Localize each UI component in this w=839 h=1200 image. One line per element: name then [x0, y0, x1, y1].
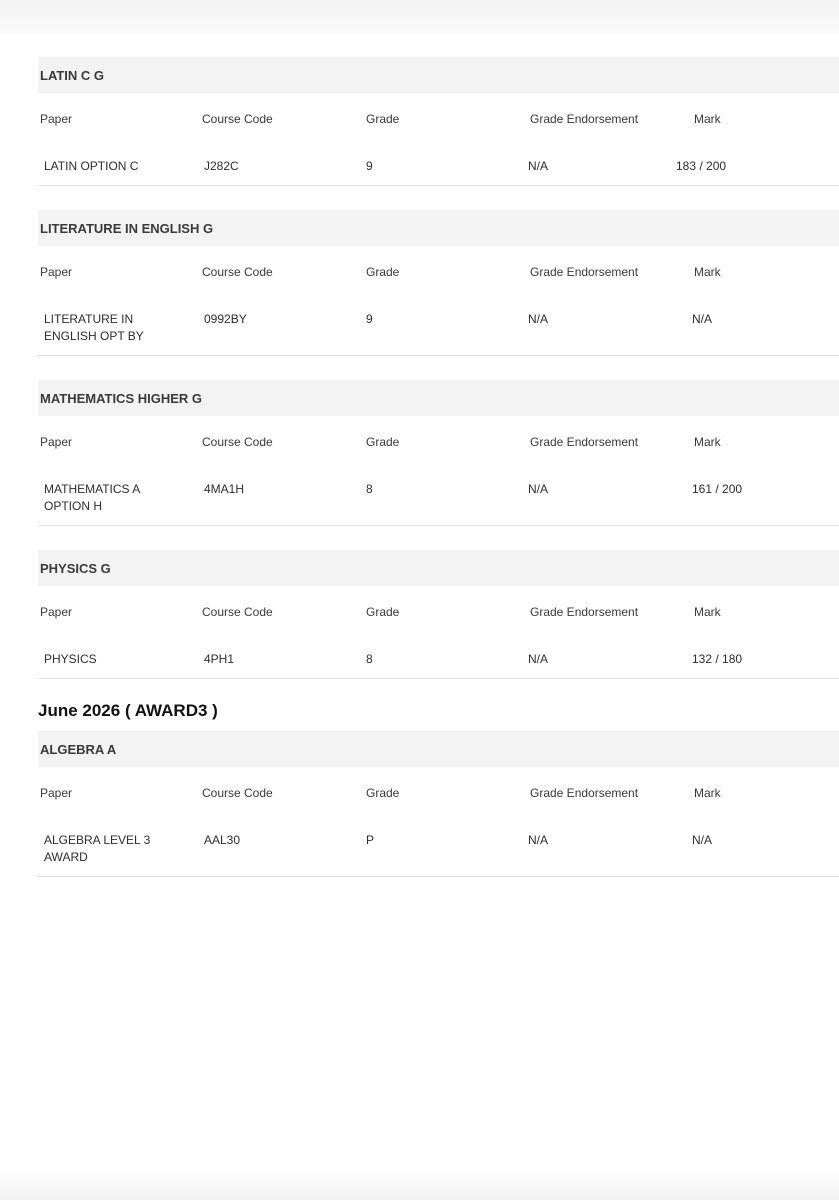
header-paper: Paper: [40, 435, 73, 449]
header-mark: Mark: [694, 265, 721, 279]
paper-cell: ALGEBRA LEVEL 3 AWARD: [44, 833, 151, 864]
mark-cell: 132 / 180: [692, 652, 743, 666]
course-code-cell: AAL30: [204, 833, 241, 847]
table-row: [38, 298, 839, 356]
paper-cell: LITERATURE IN ENGLISH OPT BY: [44, 312, 144, 343]
mark-cell: N/A: [692, 833, 713, 847]
header-grade: Grade: [366, 435, 400, 449]
column-header-row: [38, 767, 839, 819]
header-course-code: Course Code: [202, 112, 273, 126]
course-code-cell: 0992BY: [204, 312, 247, 326]
header-course-code: Course Code: [202, 435, 273, 449]
grade-cell: 9: [366, 159, 373, 173]
header-mark: Mark: [694, 605, 721, 619]
column-header-row: [38, 93, 839, 145]
header-paper: Paper: [40, 605, 73, 619]
header-grade: Grade: [366, 265, 400, 279]
header-course-code: Course Code: [202, 605, 273, 619]
header-mark: Mark: [694, 112, 721, 126]
header-grade: Grade: [366, 786, 400, 800]
header-paper: Paper: [40, 112, 73, 126]
subject-title: MATHEMATICS HIGHER G: [38, 380, 839, 416]
header-grade-endorsement: Grade Endorsement: [530, 265, 639, 279]
table-row: [38, 145, 839, 186]
mark-cell: N/A: [692, 312, 713, 326]
header-grade: Grade: [366, 605, 400, 619]
header-grade-endorsement: Grade Endorsement: [530, 112, 639, 126]
header-mark: Mark: [694, 786, 721, 800]
column-header-row: [38, 246, 839, 298]
header-course-code: Course Code: [202, 786, 273, 800]
bottom-shadow-band: [0, 1170, 839, 1200]
subject-title: LITERATURE IN ENGLISH G: [38, 210, 839, 246]
header-course-code: Course Code: [202, 265, 273, 279]
header-mark: Mark: [694, 435, 721, 449]
grade-cell: 8: [366, 482, 373, 496]
grade-cell: 8: [366, 652, 373, 666]
header-grade-endorsement: Grade Endorsement: [530, 605, 639, 619]
subject-title: PHYSICS G: [38, 550, 839, 586]
header-paper: Paper: [40, 786, 73, 800]
subject-block: [38, 380, 839, 526]
grade-cell: 9: [366, 312, 373, 326]
table-row: [38, 638, 839, 679]
endorsement-cell: N/A: [528, 833, 549, 847]
results-content: [38, 57, 839, 901]
header-grade-endorsement: Grade Endorsement: [530, 786, 639, 800]
header-grade: Grade: [366, 112, 400, 126]
subject-title: ALGEBRA A: [38, 731, 839, 767]
mark-cell: 161 / 200: [692, 482, 743, 496]
course-code-cell: 4MA1H: [204, 482, 245, 496]
header-grade-endorsement: Grade Endorsement: [530, 435, 639, 449]
endorsement-cell: N/A: [528, 159, 549, 173]
course-code-cell: 4PH1: [204, 652, 235, 666]
endorsement-cell: N/A: [528, 652, 549, 666]
paper-cell: PHYSICS: [44, 652, 97, 666]
paper-cell: MATHEMATICS A OPTION H: [44, 482, 140, 513]
endorsement-cell: N/A: [528, 312, 549, 326]
paper-cell: LATIN OPTION C: [44, 159, 139, 173]
table-row: [38, 819, 839, 877]
subject-block: [38, 210, 839, 356]
column-header-row: [38, 586, 839, 638]
top-shadow-band: [0, 0, 839, 34]
grade-cell: P: [366, 833, 375, 847]
subject-title: LATIN C G: [38, 57, 839, 93]
subject-block: [38, 550, 839, 679]
mark-cell: 183 / 200: [676, 159, 727, 173]
column-header-row: [38, 416, 839, 468]
header-paper: Paper: [40, 265, 73, 279]
endorsement-cell: N/A: [528, 482, 549, 496]
subject-block: [38, 57, 839, 186]
subject-block: [38, 731, 839, 877]
table-row: [38, 468, 839, 526]
session-title: June 2026 ( AWARD3 ): [38, 701, 218, 720]
course-code-cell: J282C: [204, 159, 239, 173]
